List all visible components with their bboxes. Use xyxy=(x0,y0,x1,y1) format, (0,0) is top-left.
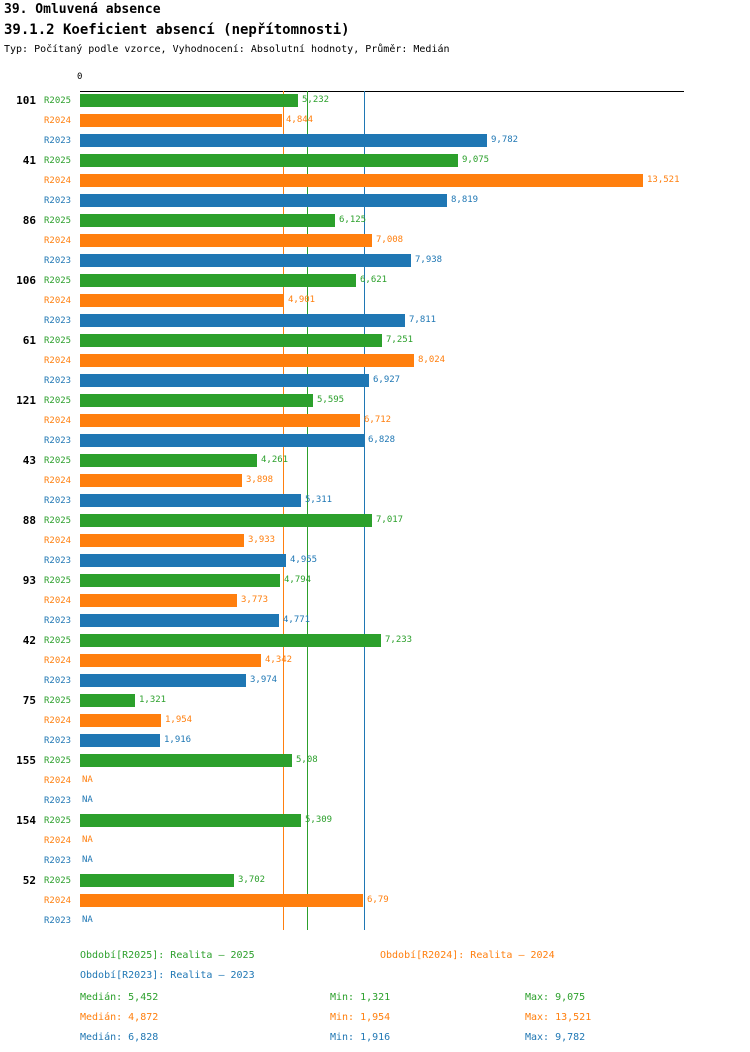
bar-value-label: 13,521 xyxy=(647,175,680,185)
bar xyxy=(80,894,363,907)
bar-value-label: 1,321 xyxy=(139,695,167,705)
category-label: 93 xyxy=(22,574,36,587)
series-label: R2023 xyxy=(44,736,72,746)
legend-stat-median: Medián: 5,452 xyxy=(80,992,159,1003)
series-label: R2025 xyxy=(44,216,72,226)
bar xyxy=(80,394,313,407)
series-label: R2024 xyxy=(44,596,72,606)
bar xyxy=(80,214,335,227)
bar xyxy=(80,874,234,887)
bar-value-label: 4,955 xyxy=(290,555,318,565)
bar-value-label: NA xyxy=(82,775,93,785)
bar-value-label: NA xyxy=(82,835,93,845)
legend-stat-min: Min: 1,916 xyxy=(330,1032,391,1043)
bar xyxy=(80,234,372,247)
series-label: R2024 xyxy=(44,356,72,366)
bar xyxy=(80,554,286,567)
series-label: R2025 xyxy=(44,756,72,766)
bar xyxy=(80,634,381,647)
bar-value-label: 7,811 xyxy=(409,315,437,325)
category-label: 41 xyxy=(22,154,36,167)
series-label: R2023 xyxy=(44,256,72,266)
series-label: R2024 xyxy=(44,176,72,186)
bar-value-label: 6,927 xyxy=(373,375,401,385)
bar xyxy=(80,334,382,347)
series-label: R2023 xyxy=(44,376,72,386)
category-label: 42 xyxy=(22,634,36,647)
series-label: R2023 xyxy=(44,676,72,686)
bar xyxy=(80,614,279,627)
bar-value-label: 7,251 xyxy=(386,335,414,345)
bar-value-label: 3,974 xyxy=(250,675,278,685)
bar xyxy=(80,294,284,307)
bar-value-label: 3,933 xyxy=(248,535,276,545)
series-label: R2025 xyxy=(44,156,72,166)
series-label: R2024 xyxy=(44,476,72,486)
series-label: R2024 xyxy=(44,536,72,546)
bar xyxy=(80,434,364,447)
bar xyxy=(80,114,282,127)
series-label: R2024 xyxy=(44,716,72,726)
category-label: 75 xyxy=(22,694,36,707)
legend-stat-max: Max: 9,782 xyxy=(525,1032,586,1043)
bar-value-label: NA xyxy=(82,915,93,925)
bar xyxy=(80,814,301,827)
bar-value-label: 8,819 xyxy=(451,195,479,205)
bar-value-label: 6,125 xyxy=(339,215,367,225)
bar-value-label: 1,916 xyxy=(164,735,192,745)
bar xyxy=(80,734,160,747)
category-label: 52 xyxy=(22,874,36,887)
bar-value-label: 6,79 xyxy=(367,895,389,905)
bar-chart xyxy=(0,72,750,932)
category-label: 154 xyxy=(16,814,36,827)
bar xyxy=(80,194,447,207)
series-label: R2024 xyxy=(44,776,72,786)
series-label: R2025 xyxy=(44,636,72,646)
bar xyxy=(80,274,356,287)
page-title: 39. Omluvená absence xyxy=(4,2,161,17)
bar-value-label: 4,901 xyxy=(288,295,316,305)
bar xyxy=(80,594,237,607)
bar xyxy=(80,574,280,587)
bar xyxy=(80,494,301,507)
legend-stat-median: Medián: 6,828 xyxy=(80,1032,159,1043)
legend-stat-max: Max: 13,521 xyxy=(525,1012,592,1023)
bar xyxy=(80,414,360,427)
bar-value-label: 4,771 xyxy=(283,615,311,625)
bar-value-label: 3,702 xyxy=(238,875,266,885)
category-label: 88 xyxy=(22,514,36,527)
bar-value-label: 4,794 xyxy=(284,575,312,585)
series-label: R2024 xyxy=(44,836,72,846)
bar-value-label: 5,311 xyxy=(305,495,333,505)
bar xyxy=(80,354,414,367)
bar-value-label: 6,828 xyxy=(368,435,396,445)
bar xyxy=(80,174,643,187)
series-label: R2024 xyxy=(44,236,72,246)
bar-value-label: 3,898 xyxy=(246,475,274,485)
bar xyxy=(80,694,135,707)
bar-value-label: 4,342 xyxy=(265,655,293,665)
legend-stat-min: Min: 1,321 xyxy=(330,992,391,1003)
series-label: R2025 xyxy=(44,456,72,466)
series-label: R2025 xyxy=(44,516,72,526)
bar-value-label: 5,595 xyxy=(317,395,345,405)
series-label: R2025 xyxy=(44,336,72,346)
legend-item-r2025: Období[R2025]: Realita – 2025 xyxy=(80,950,255,961)
bar xyxy=(80,154,458,167)
bar-value-label: 5,08 xyxy=(296,755,318,765)
series-label: R2025 xyxy=(44,396,72,406)
bar xyxy=(80,314,405,327)
category-label: 106 xyxy=(16,274,36,287)
bar-value-label: 1,954 xyxy=(165,715,193,725)
series-label: R2024 xyxy=(44,116,72,126)
bar-value-label: 6,621 xyxy=(360,275,388,285)
bar-value-label: 6,712 xyxy=(364,415,392,425)
chart-title: 39.1.2 Koeficient absencí (nepřítomnosti) xyxy=(4,22,350,38)
category-label: 101 xyxy=(16,94,36,107)
bar xyxy=(80,454,257,467)
bar-value-label: 7,008 xyxy=(376,235,404,245)
series-label: R2023 xyxy=(44,316,72,326)
bar-value-label: 8,024 xyxy=(418,355,446,365)
category-label: 155 xyxy=(16,754,36,767)
bar xyxy=(80,474,242,487)
series-label: R2025 xyxy=(44,576,72,586)
legend-item-r2023: Období[R2023]: Realita – 2023 xyxy=(80,970,255,981)
series-label: R2023 xyxy=(44,616,72,626)
x-axis-line xyxy=(80,91,684,92)
series-label: R2024 xyxy=(44,416,72,426)
series-label: R2024 xyxy=(44,656,72,666)
bar xyxy=(80,374,369,387)
bar xyxy=(80,754,292,767)
series-label: R2025 xyxy=(44,816,72,826)
bar xyxy=(80,674,246,687)
bar xyxy=(80,254,411,267)
bar-value-label: 9,782 xyxy=(491,135,519,145)
chart-subtitle: Typ: Počítaný podle vzorce, Vyhodnocení: Absolutní hodnoty, Průměr: Medián xyxy=(4,44,450,55)
bar xyxy=(80,654,261,667)
bar-value-label: 7,017 xyxy=(376,515,404,525)
series-label: R2023 xyxy=(44,136,72,146)
series-label: R2025 xyxy=(44,696,72,706)
bar-value-label: 3,773 xyxy=(241,595,269,605)
series-label: R2023 xyxy=(44,796,72,806)
series-label: R2025 xyxy=(44,876,72,886)
bar-value-label: 9,075 xyxy=(462,155,490,165)
legend-item-r2024: Období[R2024]: Realita – 2024 xyxy=(380,950,555,961)
bar-value-label: 5,232 xyxy=(302,95,330,105)
series-label: R2024 xyxy=(44,896,72,906)
category-label: 86 xyxy=(22,214,36,227)
bar xyxy=(80,134,487,147)
legend-stat-max: Max: 9,075 xyxy=(525,992,586,1003)
bar-value-label: 5,309 xyxy=(305,815,333,825)
bar xyxy=(80,534,244,547)
series-label: R2025 xyxy=(44,96,72,106)
series-label: R2023 xyxy=(44,916,72,926)
category-label: 121 xyxy=(16,394,36,407)
legend-stat-median: Medián: 4,872 xyxy=(80,1012,159,1023)
series-label: R2025 xyxy=(44,276,72,286)
bar-value-label: 4,261 xyxy=(261,455,289,465)
bar-value-label: NA xyxy=(82,795,93,805)
series-label: R2024 xyxy=(44,296,72,306)
bar xyxy=(80,514,372,527)
category-label: 43 xyxy=(22,454,36,467)
series-label: R2023 xyxy=(44,496,72,506)
bar xyxy=(80,94,298,107)
bar-value-label: 7,233 xyxy=(385,635,413,645)
legend-stat-min: Min: 1,954 xyxy=(330,1012,391,1023)
bar-value-label: 7,938 xyxy=(415,255,443,265)
x-axis-zero-tick-label: 0 xyxy=(77,72,83,82)
bar xyxy=(80,714,161,727)
series-label: R2023 xyxy=(44,436,72,446)
category-label: 61 xyxy=(22,334,36,347)
bar-value-label: 4,844 xyxy=(286,115,314,125)
series-label: R2023 xyxy=(44,856,72,866)
bar-value-label: NA xyxy=(82,855,93,865)
series-label: R2023 xyxy=(44,556,72,566)
series-label: R2023 xyxy=(44,196,72,206)
